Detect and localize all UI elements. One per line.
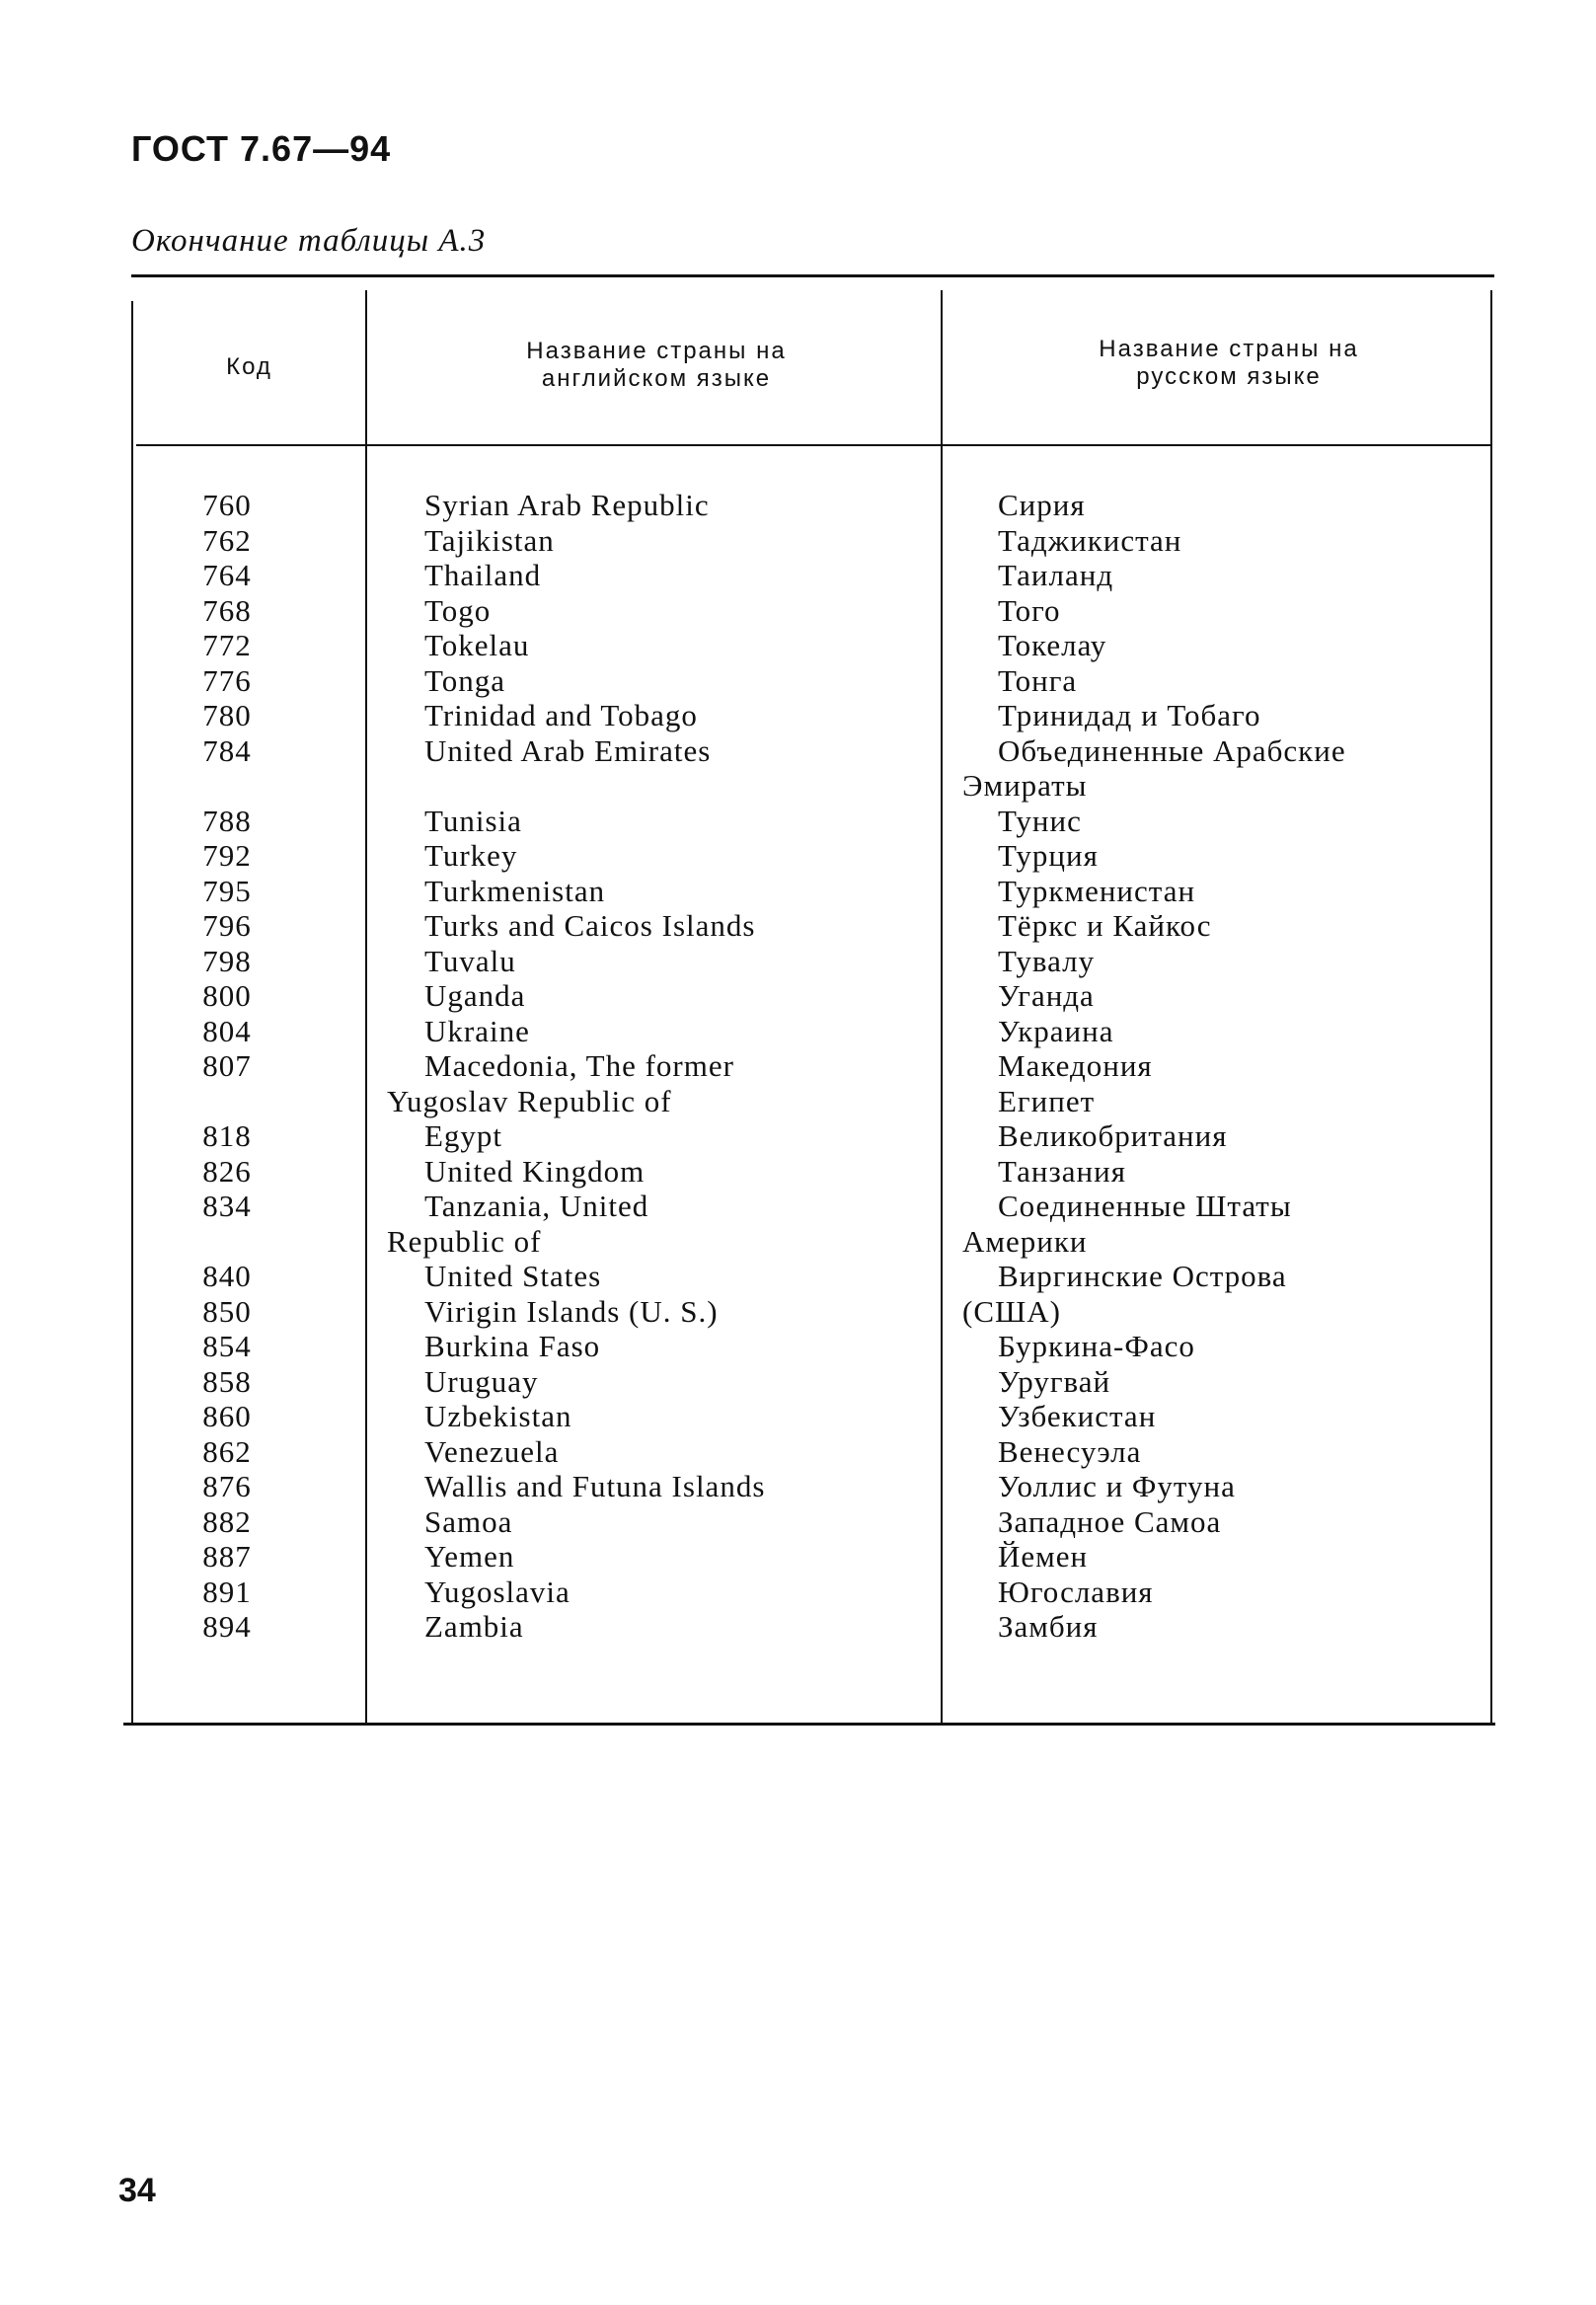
russian-name-line: Тёркс и Кайкос — [998, 908, 1212, 943]
russian-name-line: Египет — [998, 1083, 1096, 1118]
document-code: ГОСТ 7.67—94 — [131, 128, 392, 169]
russian-name-line: Объединенные Арабские — [998, 732, 1346, 768]
english-name-line: Tokelau — [424, 628, 530, 662]
header-english-name: Название страны на английском языке — [526, 338, 787, 392]
code-cell: 860 — [202, 1399, 252, 1433]
code-cell: 795 — [202, 873, 252, 908]
english-name-line: Tonga — [424, 662, 506, 698]
code-cell: 840 — [202, 1259, 252, 1293]
code-cell: 788 — [202, 803, 252, 838]
code-cell: 826 — [202, 1153, 252, 1189]
russian-name-line: Западное Самоа — [998, 1503, 1222, 1539]
russian-name-line: Венесуэла — [998, 1433, 1142, 1469]
russian-name-line: Украина — [998, 1013, 1114, 1048]
english-name-line: Tanzania, United — [424, 1189, 649, 1223]
russian-names-column — [962, 488, 1485, 1645]
russian-name-line: Туркменистан — [998, 873, 1196, 908]
russian-name-line: Уганда — [998, 978, 1095, 1013]
code-cell: 768 — [202, 592, 252, 628]
russian-name-line: Уоллис и Футуна — [998, 1469, 1236, 1503]
code-cell: 784 — [202, 732, 252, 768]
english-name-line: Yemen — [424, 1539, 515, 1574]
english-name-line: Tunisia — [424, 803, 522, 838]
russian-name-line: Тринидад и Тобаго — [998, 698, 1261, 732]
russian-name-line: Йемен — [998, 1539, 1089, 1574]
english-names-column — [387, 488, 935, 1645]
english-name-line: United States — [424, 1259, 602, 1293]
russian-name-line: Того — [998, 592, 1061, 628]
table-caption: Окончание таблицы А.3 — [131, 223, 487, 259]
table-column-divider-2 — [941, 290, 943, 1724]
code-cell: 792 — [202, 838, 252, 873]
code-cell: 776 — [202, 662, 252, 698]
russian-name-line: Югославия — [998, 1574, 1154, 1609]
russian-name-line: Танзания — [998, 1153, 1126, 1189]
english-name-line: Tajikistan — [424, 522, 555, 558]
table-right-border — [1490, 290, 1492, 1724]
header-code: Код — [226, 353, 272, 380]
page-number: 34 — [118, 2172, 156, 2209]
russian-name-line: Замбия — [998, 1609, 1099, 1644]
russian-name-line: (США) — [962, 1293, 1061, 1329]
russian-name-line: Америки — [962, 1223, 1088, 1259]
english-name-line: United Arab Emirates — [424, 732, 712, 768]
english-name-line: Uzbekistan — [424, 1399, 572, 1433]
english-name-line: Ukraine — [424, 1013, 530, 1048]
english-name-line: Uruguay — [424, 1363, 539, 1399]
english-name-line: Samoa — [424, 1503, 513, 1539]
english-name-line: Togo — [424, 592, 492, 628]
english-name-line: Virigin Islands (U. S.) — [424, 1293, 719, 1329]
code-cell — [168, 1084, 286, 1119]
code-cell: 894 — [202, 1609, 252, 1644]
english-name-line: Republic of — [387, 1223, 542, 1259]
code-cell: 780 — [202, 698, 252, 732]
english-name-line: Yugoslavia — [424, 1574, 570, 1609]
code-cell: 887 — [202, 1539, 252, 1574]
english-name-line: Yugoslav Republic of — [387, 1083, 672, 1118]
code-cell: 772 — [202, 628, 252, 662]
table-top-rule — [131, 274, 1494, 277]
russian-name-line: Соединенные Штаты — [998, 1189, 1292, 1223]
russian-name-line: Тувалу — [998, 943, 1096, 978]
code-cell — [168, 768, 286, 804]
russian-name-line: Турция — [998, 838, 1099, 873]
english-name-line: Zambia — [424, 1609, 524, 1644]
code-cell: 798 — [202, 943, 252, 978]
code-cell: 796 — [202, 908, 252, 943]
code-cell: 764 — [202, 558, 252, 592]
english-name-line: Thailand — [424, 558, 542, 592]
code-cell: 807 — [202, 1048, 252, 1083]
english-name-line: Venezuela — [424, 1433, 560, 1469]
english-name-line: Macedonia, The former — [424, 1048, 734, 1083]
table-header-rule — [136, 444, 1490, 446]
english-name-line: Egypt — [424, 1118, 503, 1153]
english-name-line: Turkmenistan — [424, 873, 606, 908]
english-name-line: Turkey — [424, 838, 518, 873]
russian-name-line: Токелау — [998, 628, 1107, 662]
code-cell — [168, 1224, 286, 1260]
russian-name-line: Тонга — [998, 662, 1078, 698]
code-cell: 762 — [202, 522, 252, 558]
russian-name-line: Сирия — [998, 488, 1086, 522]
english-name-line: Uganda — [424, 978, 526, 1013]
russian-name-line: Виргинские Острова — [998, 1259, 1287, 1293]
english-name-line: United Kingdom — [424, 1153, 646, 1189]
table-bottom-rule — [123, 1723, 1495, 1726]
code-cell: 882 — [202, 1503, 252, 1539]
table-column-divider-1 — [365, 290, 367, 1724]
code-cell: 858 — [202, 1363, 252, 1399]
code-cell: 834 — [202, 1189, 252, 1223]
code-cell: 804 — [202, 1013, 252, 1048]
russian-name-line: Великобритания — [998, 1118, 1228, 1153]
code-cell: 850 — [202, 1293, 252, 1329]
russian-name-line: Узбекистан — [998, 1399, 1157, 1433]
russian-name-line: Уругвай — [998, 1363, 1111, 1399]
table-left-border — [131, 301, 133, 1725]
russian-name-line: Тунис — [998, 803, 1082, 838]
russian-name-line: Македония — [998, 1048, 1153, 1083]
russian-name-line: Буркина-Фасо — [998, 1329, 1195, 1363]
english-name-line: Turks and Caicos Islands — [424, 908, 756, 943]
english-name-line: Trinidad and Tobago — [424, 698, 698, 732]
russian-name-line: Таджикистан — [998, 522, 1182, 558]
codes-column — [168, 488, 286, 1645]
code-cell: 800 — [202, 978, 252, 1013]
english-name-line: Wallis and Futuna Islands — [424, 1469, 766, 1503]
code-cell: 876 — [202, 1469, 252, 1503]
russian-name-line: Эмираты — [962, 768, 1088, 803]
code-cell: 760 — [202, 488, 252, 522]
header-russian-name: Название страны на русском языке — [1099, 336, 1359, 390]
code-cell: 891 — [202, 1574, 252, 1609]
code-cell: 854 — [202, 1329, 252, 1363]
english-name-line: Tuvalu — [424, 943, 516, 978]
english-name-line: Syrian Arab Republic — [424, 488, 710, 522]
code-cell: 862 — [202, 1433, 252, 1469]
code-cell: 818 — [202, 1118, 252, 1153]
russian-name-line: Таиланд — [998, 558, 1114, 592]
english-name-line — [387, 768, 935, 804]
english-name-line: Burkina Faso — [424, 1329, 601, 1363]
